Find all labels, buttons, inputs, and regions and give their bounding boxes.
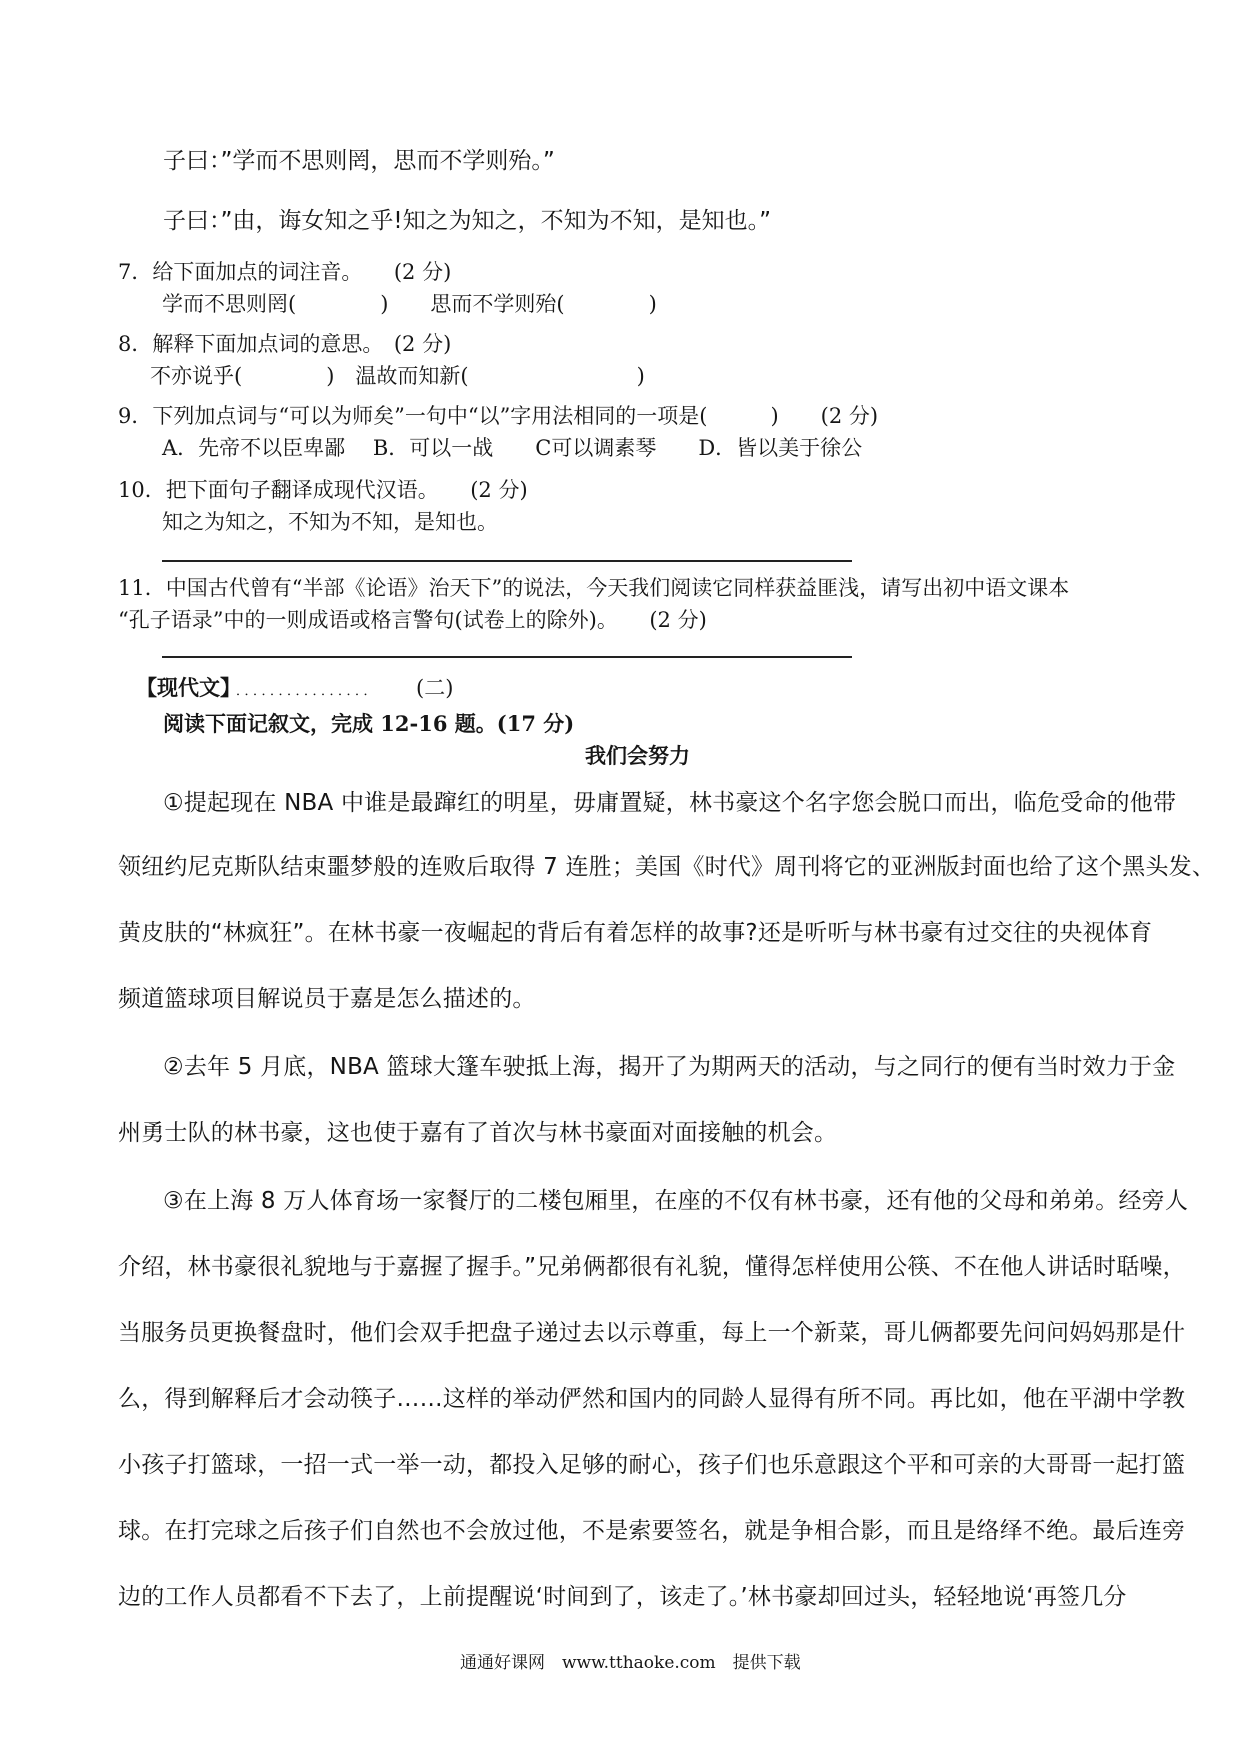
paragraph-line: ③在上海 8 万人体育场一家餐厅的二楼包厢里，在座的不仅有林书豪，还有他的父母和弟弟。经旁人 [163,1188,1189,1214]
question-9-options: A．先帝不以臣卑鄙 B．可以一战 C可以调素琴 D．皆以美于徐公 [162,436,863,460]
question-11-line: “孔子语录”中的一则成语或格言警句(试卷上的除外)。 (2 分) [118,608,707,632]
question-10-title: 10．把下面句子翻译成现代汉语。 (2 分) [118,478,528,502]
paragraph-line: 边的工作人员都看不下去了，上前提醒说‘时间到了，该走了。’林书豪却回过头，轻轻地说‘再签几分 [118,1584,1127,1610]
question-7-title: 7．给下面加点的词注音。 (2 分) [118,260,452,284]
quote-line: 子曰：”学而不思则罔，思而不学则殆。” [163,148,555,174]
paragraph-line: 领纽约尼克斯队结束噩梦般的连败后取得 7 连胜；美国《时代》周刊将它的亚洲版封面也给了这个黑头发、 [118,854,1216,880]
question-7-line: 学而不思则罔( ) 思而不学则殆( ) [162,292,657,316]
quote-line: 子曰：”由，诲女知之乎!知之为知之，不知为不知，是知也。” [163,208,772,234]
section-dots: ．．．．．．．．．．．．．．．． [236,684,379,699]
paragraph-line: ②去年 5 月底，NBA 篮球大篷车驶抵上海，揭开了为期两天的活动，与之同行的便有当时效力于金 [163,1054,1176,1080]
question-8-line: 不亦说乎( ) 温故而知新( ) [150,364,645,388]
answer-line [162,656,852,658]
page-footer: 通通好课网 www.tthaoke.com 提供下载 [460,1653,801,1673]
section-label: 【现代文】 [136,675,241,700]
question-11-title: 11．中国古代曾有“半部《论语》治天下”的说法，今天我们阅读它同样获益匪浅，请写出初中语文课本 [118,576,1070,600]
article-title: 我们会努力 [585,743,690,768]
section-number: (二) [416,676,454,700]
question-10-line: 知之为知之，不知为不知，是知也。 [162,510,498,534]
question-8-title: 8．解释下面加点词的意思。 (2 分) [118,332,452,356]
paragraph-line: ①提起现在 NBA 中谁是最蹿红的明星，毋庸置疑，林书豪这个名字您会脱口而出，临危受命的他带 [163,790,1177,816]
paragraph-line: 州勇士队的林书豪，这也使于嘉有了首次与林书豪面对面接触的机会。 [118,1120,838,1146]
answer-line [162,560,852,562]
paragraph-line: 球。在打完球之后孩子们自然也不会放过他，不是索要签名，就是争相合影，而且是络绎不绝。最后连旁 [118,1518,1186,1544]
paragraph-line: 当服务员更换餐盘时，他们会双手把盘子递过去以示尊重，每上一个新菜，哥儿俩都要先问问妈妈那是什 [118,1320,1186,1346]
section-instruction: 阅读下面记叙文，完成 12-16 题。(17 分) [163,711,575,736]
paragraph-line: 介绍，林书豪很礼貌地与于嘉握了握手。”兄弟俩都很有礼貌，懂得怎样使用公筷、不在他人讲话时聒噪， [118,1254,1186,1280]
paragraph-line: 么，得到解释后才会动筷子……这样的举动俨然和国内的同龄人显得有所不同。再比如，他在平湖中学教 [118,1386,1186,1412]
paragraph-line: 小孩子打篮球，一招一式一举一动，都投入足够的耐心，孩子们也乐意跟这个平和可亲的大哥哥一起打篮 [118,1452,1186,1478]
paragraph-line: 频道篮球项目解说员于嘉是怎么描述的。 [118,986,536,1012]
question-9-title: 9．下列加点词与“可以为师矣”一句中“以”字用法相同的一项是( ) (2 分) [118,404,879,428]
paragraph-line: 黄皮肤的“林疯狂”。在林书豪一夜崛起的背后有着怎样的故事?还是听听与林书豪有过交往的央视体育 [118,920,1153,946]
